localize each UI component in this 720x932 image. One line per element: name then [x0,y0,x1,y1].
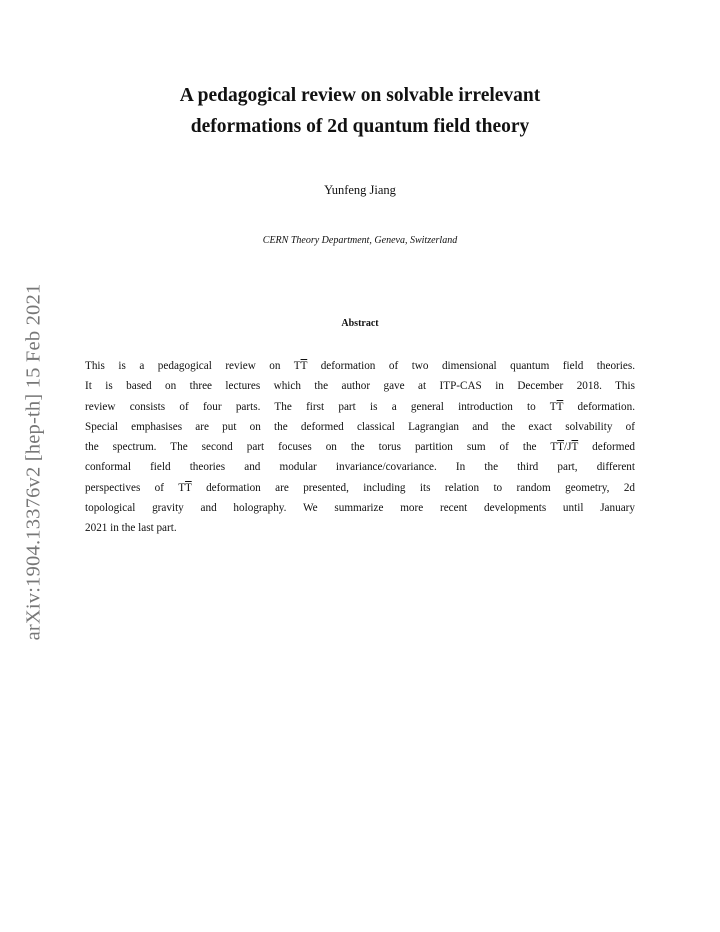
author-affiliation: CERN Theory Department, Geneva, Switzerland [262,235,458,246]
abstract-body [85,356,635,539]
abstract-line-3: review consists of four parts. The first part is a general introduction to $T\overline{T}$ deformation. [85,400,635,413]
abstract-line-8: topological gravity and holography. We summarize more recent developments until January [85,502,635,515]
abstract-line-6: conformal field theories and modular invariance/covariance. In the third part, different [85,461,635,474]
arxiv-identifier-stamp: arXiv:1904.13376v2 [hep-th] 15 Feb 2021 [22,283,45,641]
abstract-line-1: This is a pedagogical review on $T\overline{T}$ deformation of two dimensional quantum field theories. [85,360,635,372]
abstract-line-4: Special emphasises are put on the deformed classical Lagrangian and the exact solvability of [85,420,635,433]
abstract-heading: Abstract [341,318,379,329]
abstract-line-2: It is based on three lectures which the author gave at ITP-CAS in December 2018. This [85,380,635,393]
title-line-2: deformations of 2d quantum field theory [190,116,530,137]
author-name: Yunfeng Jiang [324,183,396,197]
abstract-line-5: the spectrum. The second part focuses on the torus partition sum of the $T\overline{T}/J\overline{T}$ deformed [85,441,635,454]
abstract-line-9: 2021 in the last part. [85,522,177,535]
abstract-line-7: perspectives of $T\overline{T}$ deformation are presented, including its relation to random geometry, 2d [85,481,636,494]
title-line-1: A pedagogical review on solvable irrelevant [179,85,541,106]
paper-title [0,80,720,142]
